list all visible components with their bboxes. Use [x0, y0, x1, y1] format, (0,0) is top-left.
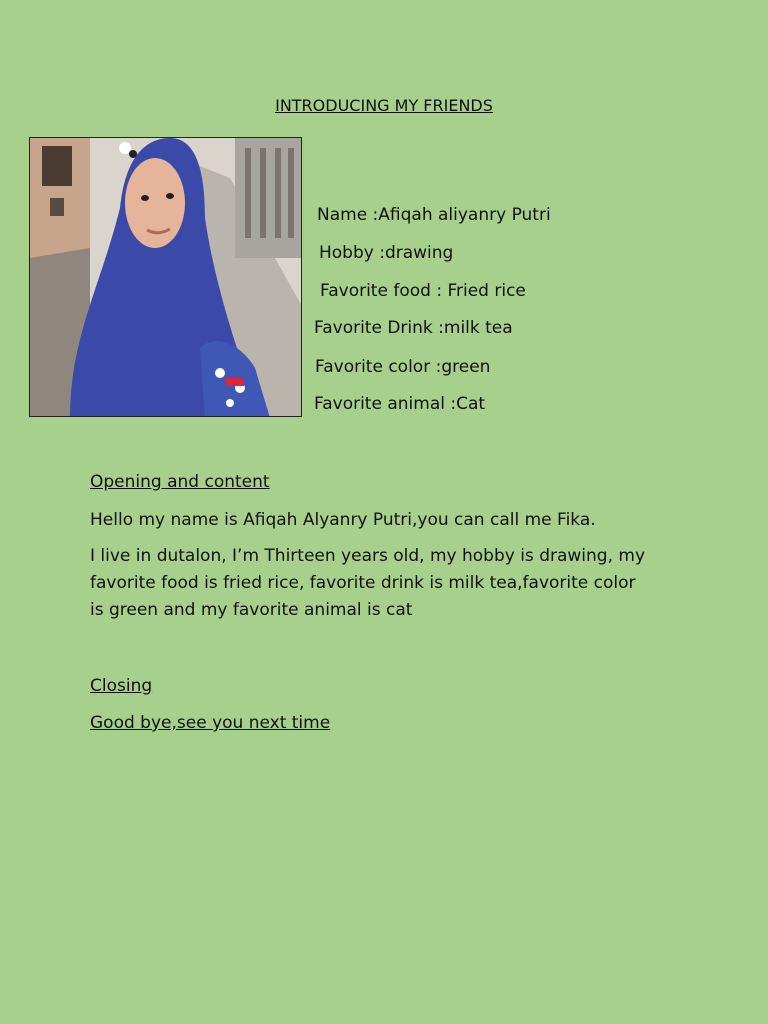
profile-color: Favorite color :green: [315, 357, 491, 377]
profile-name: Name :Afiqah aliyanry Putri: [317, 205, 551, 225]
opening-line-1: Hello my name is Afiqah Alyanry Putri,you can call me Fika.: [90, 510, 596, 530]
closing-heading: Closing: [90, 676, 153, 696]
opening-line-2: I live in dutalon, I’m Thirteen years old, my hobby is drawing, my favorite food is fried rice, favorite drink is milk tea,favorite color is green and my favorite animal is cat: [90, 546, 646, 620]
profile-animal: Favorite animal :Cat: [314, 394, 486, 414]
closing-line: Good bye,see you next time: [90, 713, 331, 733]
profile-photo: [29, 137, 302, 417]
profile-food: Favorite food : Fried rice: [320, 281, 526, 301]
opening-heading: Opening and content: [90, 472, 270, 492]
profile-hobby: Hobby :drawing: [319, 243, 454, 263]
document-title: INTRODUCING MY FRIENDS: [275, 96, 493, 115]
profile-drink: Favorite Drink :milk tea: [314, 318, 513, 338]
